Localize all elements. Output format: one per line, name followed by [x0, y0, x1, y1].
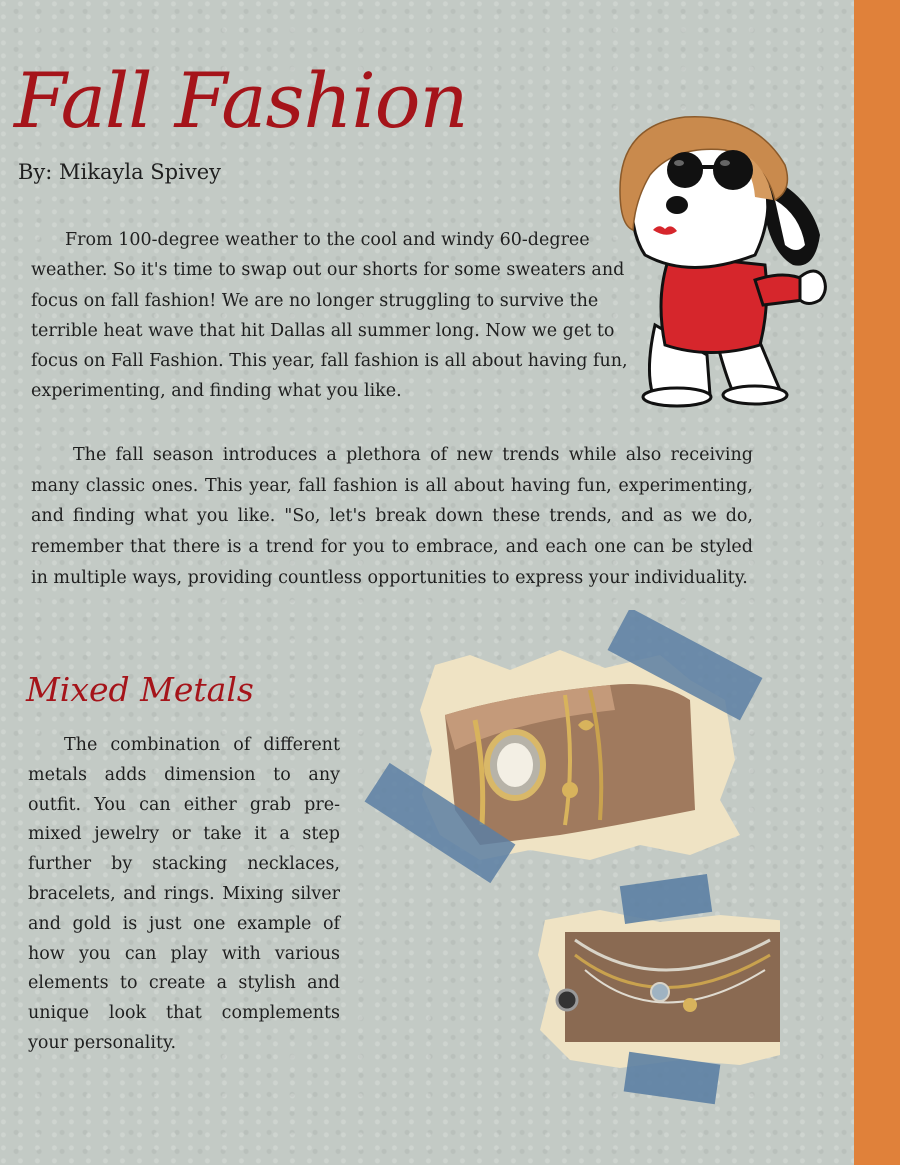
jewelry-collage [360, 610, 780, 1120]
orange-side-stripe [854, 0, 900, 1165]
snoopy-character-icon [615, 105, 835, 410]
intro-paragraph [31, 225, 651, 407]
tape-strip-3 [620, 874, 712, 924]
section-body-text: The combination of different metals adds dimension to any outfit. You can either grab pre-mixed jewelry or take it a step further by stacking necklaces, bracelets, and rings. Mixing silver and gold is just one example of how you can play with various elements to create a stylish and unique look that complements your personality. [28, 735, 340, 1053]
necklaces-photo [557, 932, 780, 1042]
section-heading: Mixed Metals [26, 670, 254, 709]
second-paragraph-text: The fall season introduces a plethora of new trends while also receiving many classic ones. This year, fall fashion is all about having fun, experimenting, and finding what you like. "So, let's break down these trends, and as we do, remember that there is a trend for you to embrace, and each one can be styled in multiple ways, providing countless opportunities to express your individuality. [31, 445, 753, 588]
intro-paragraph-text: From 100-degree weather to the cool and windy 60-degree weather. So it's time to swap out our shorts for some sweaters and focus on fall fashion! We are no longer struggling to survive the terrible heat wave that hit Dallas all summer long. Now we get to focus on Fall Fashion. This year, fall fashion is all about having fun, experimenting, and finding what you like. [31, 230, 628, 402]
page-title: Fall Fashion [14, 56, 468, 145]
second-paragraph [31, 440, 753, 594]
section-body [28, 731, 340, 1059]
author-byline: By: Mikayla Spivey [18, 160, 221, 184]
